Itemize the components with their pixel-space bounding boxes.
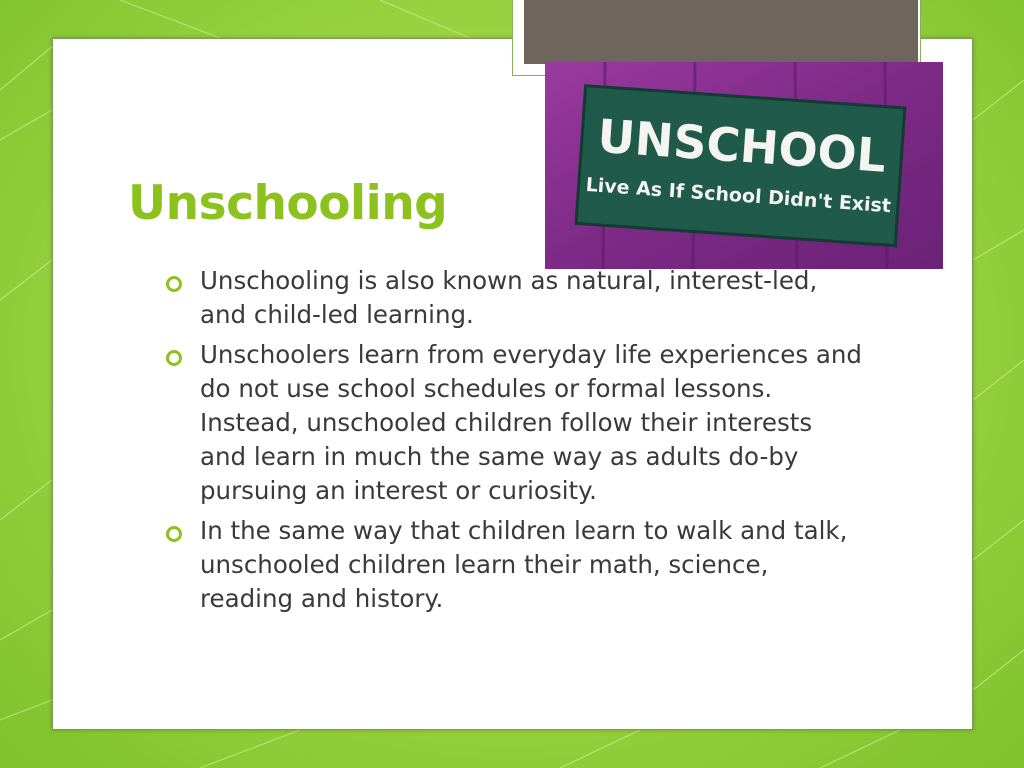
- bullet-text: Unschooling is also known as natural, interest-led, and child-led learning.: [200, 266, 818, 329]
- sign-headline: UNSCHOOL: [595, 108, 888, 183]
- bullet-item: [164, 338, 864, 508]
- ring-bullet-icon: [166, 526, 182, 542]
- ring-bullet-icon: [166, 350, 182, 366]
- bullet-item: [164, 264, 864, 332]
- bullet-item: [164, 514, 864, 616]
- bullet-text: Unschoolers learn from everyday life experiences and do not use school schedules or formal lessons. Instead, unschooled children follow their interests and learn in much the same way as adults do-by pursuing an interest or curiosity.: [200, 340, 862, 505]
- photo-placeholder: [524, 0, 918, 64]
- bullet-list: [164, 264, 864, 622]
- sign-tagline: Live As If School Didn't Exist: [585, 173, 892, 218]
- slide-title: Unschooling: [128, 176, 448, 231]
- unschool-sign-image: [545, 62, 943, 269]
- ring-bullet-icon: [166, 276, 182, 292]
- bullet-text: In the same way that children learn to walk and talk, unschooled children learn their math, science, reading and history.: [200, 516, 848, 613]
